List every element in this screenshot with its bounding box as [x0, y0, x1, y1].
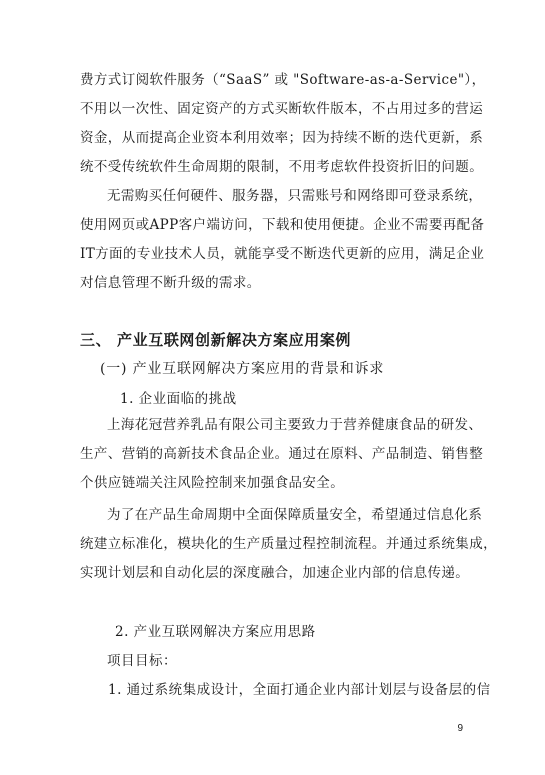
paragraph-4-line-1: 为了在产品生命周期中全面保障质量安全，希望通过信息化系: [107, 507, 483, 523]
paragraph-1-line-2: 不用以一次性、固定资产的方式买断软件版本，不占用过多的营运: [80, 101, 484, 117]
paragraph-4-line-3: 实现计划层和自动化层的深度融合，加速企业内部的信息传递。: [80, 565, 470, 581]
paragraph-2-line-3: IT方面的专业技术人员，就能享受不断迭代更新的应用，满足企业: [80, 246, 485, 262]
section-heading: 三、 产业互联网创新解决方案应用案例: [80, 331, 352, 349]
goal-1-line: 1. 通过系统集成设计，全面打通企业内部计划层与设备层的信: [108, 682, 491, 698]
paragraph-2-line-1: 无需购买任何硬件、服务器，只需账号和网络即可登录系统，: [107, 188, 483, 204]
item-1-title: 1. 企业面临的挑战: [120, 391, 237, 407]
paragraph-2-line-2: 使用网页或APP客户端访问，下载和使用便捷。企业不需要再配备: [80, 217, 485, 233]
paragraph-1-line-1: 费方式订阅软件服务（“SaaS” 或 "Software-as-a-Service"），: [80, 72, 486, 88]
paragraph-1-line-4: 统不受传统软件生命周期的限制，不用考虑软件投资折旧的问题。: [80, 159, 484, 175]
subsection-heading: (一) 产业互联网解决方案应用的背景和诉求: [100, 361, 385, 377]
paragraph-3-line-1: 上海花冠营养乳品有限公司主要致力于营养健康食品的研发、: [107, 417, 483, 433]
paragraph-4-line-2: 统建立标准化，模块化的生产质量过程控制流程。并通过系统集成，: [80, 536, 497, 552]
paragraph-2-line-4: 对信息管理不断升级的需求。: [80, 275, 261, 291]
item-2-title: 2. 产业互联网解决方案应用思路: [115, 624, 316, 640]
paragraph-1-line-3: 资金，从而提高企业资本利用效率；因为持续不断的迭代更新，系: [80, 130, 484, 146]
project-goal-label: 项目目标：: [107, 653, 177, 669]
page-number: 9: [457, 723, 463, 734]
paragraph-3-line-2: 生产、营销的高新技术食品企业。通过在原料、产品制造、销售整: [80, 446, 484, 462]
paragraph-3-line-3: 个供应链端关注风险控制来加强食品安全。: [80, 475, 345, 491]
